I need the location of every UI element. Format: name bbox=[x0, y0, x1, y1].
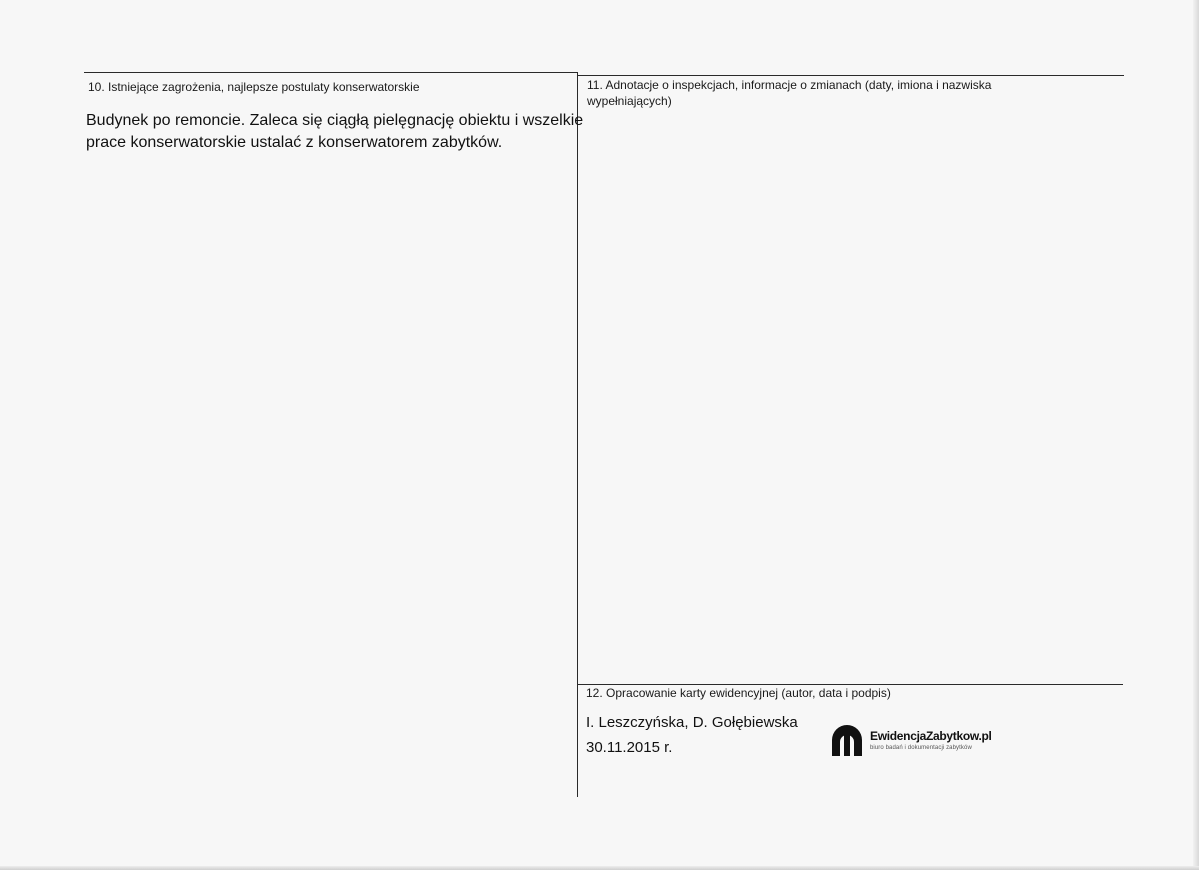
section10-text-line1: Budynek po remoncie. Zaleca się ciągłą pielęgnację obiektu i wszelkie bbox=[86, 112, 584, 129]
column-divider bbox=[577, 72, 578, 797]
company-logo bbox=[830, 722, 992, 758]
section10-heading: 10. Istniejące zagrożenia, najlepsze postulaty konserwatorskie bbox=[88, 80, 420, 94]
section11-heading-line2: wypełniających) bbox=[587, 94, 672, 108]
top-rule-left bbox=[84, 72, 578, 73]
section12-authors: I. Leszczyńska, D. Gołębiewska bbox=[586, 714, 798, 731]
section12-heading: 12. Opracowanie karty ewidencyjnej (autor, data i podpis) bbox=[586, 686, 891, 700]
logo-name: EwidencjaZabytkow.pl bbox=[870, 728, 992, 743]
section12-date: 30.11.2015 r. bbox=[586, 739, 673, 756]
scan-edge-right bbox=[1193, 0, 1199, 870]
monument-arch-icon bbox=[830, 722, 864, 758]
section11-heading-line1: 11. Adnotacje o inspekcjach, informacje o zmianach (daty, imiona i nazwiska bbox=[587, 78, 992, 92]
section10-text-line2: prace konserwatorskie ustalać z konserwatorem zabytków. bbox=[86, 134, 503, 151]
scan-edge-bottom bbox=[0, 866, 1199, 870]
logo-tagline: biuro badań i dokumentacji zabytków bbox=[870, 744, 972, 751]
top-rule-right bbox=[578, 75, 1124, 76]
